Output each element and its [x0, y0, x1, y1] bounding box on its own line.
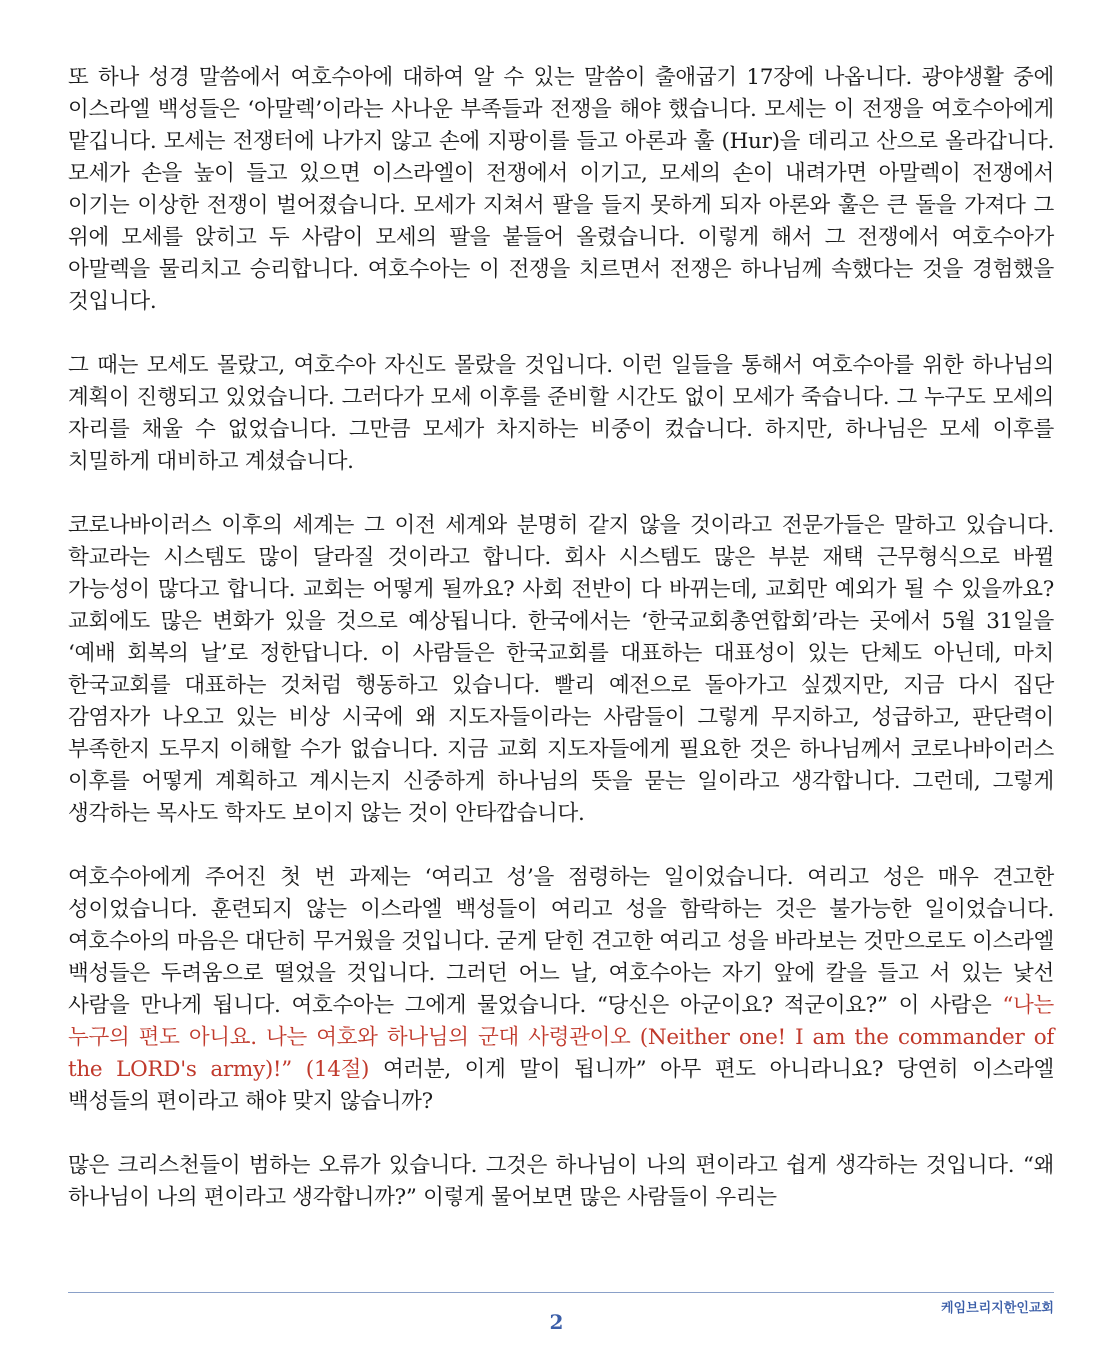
- paragraph-1: 또 하나 성경 말씀에서 여호수아에 대하여 알 수 있는 말씀이 출애굽기 17장에 나옵니다. 광야생활 중에 이스라엘 백성들은 ‘아말렉’이라는 사나운 부족들과 전쟁을 해야 했습니다. 모세는 이 전쟁을 여호수아에게 맡깁니다. 모세는 전쟁터에 나가지 않고 손에 지팡이를 들고 아론과 훌 (Hur)을 데리고 산으로 올라갑니다. 모세가 손을 높이 들고 있으면 이스라엘이 전쟁에서 이기고, 모세의 손이 내려가면 아말렉이 전쟁에서 이기는 이상한 전쟁이 벌어졌습니다. 모세가 지쳐서 팔을 들지 못하게 되자 아론와 훌은 큰 돌을 가져다 그 위에 모세를 앉히고 두 사람이 모세의 팔을 붙들어 올렸습니다. 이렇게 해서 그 전쟁에서 여호수아가 아말렉을 물리치고 승리합니다. 여호수아는 이 전쟁을 치르면서 전쟁은 하나님께 속했다는 것을 경험했을 것입니다.: [68, 65, 1054, 314]
- document-body: [68, 62, 1054, 1246]
- paragraph-3: 코로나바이러스 이후의 세계는 그 이전 세계와 분명히 같지 않을 것이라고 전문가들은 말하고 있습니다. 학교라는 시스템도 많이 달라질 것이라고 합니다. 회사 시스템도 많은 부분 재택 근무형식으로 바뀔 가능성이 많다고 합니다. 교회는 어떻게 될까요? 사회 전반이 다 바뀌는데, 교회만 예외가 될 수 있을까요? 교회에도 많은 변화가 있을 것으로 예상됩니다. 한국에서는 ‘한국교회총연합회’라는 곳에서 5월 31일을 ‘예배 회복의 날’로 정한답니다. 이 사람들은 한국교회를 대표하는 대표성이 있는 단체도 아닌데, 마치 한국교회를 대표하는 것처럼 행동하고 있습니다. 빨리 예전으로 돌아가고 싶겠지만, 지금 다시 집단 감염자가 나오고 있는 비상 시국에 왜 지도자들이라는 사람들이 그렇게 무지하고, 성급하고, 판단력이 부족한지 도무지 이해할 수가 없습니다. 지금 교회 지도자들에게 필요한 것은 하나님께서 코로나바이러스 이후를 어떻게 계획하고 계시는지 신중하게 하나님의 뜻을 묻는 일이라고 생각합니다. 그런데, 그렇게 생각하는 목사도 학자도 보이지 않는 것이 안타깝습니다.: [68, 513, 1054, 826]
- page-number: 2: [549, 1310, 564, 1334]
- paragraph-5: 많은 크리스천들이 범하는 오류가 있습니다. 그것은 하나님이 나의 편이라고 쉽게 생각하는 것입니다. “왜 하나님이 나의 편이라고 생각합니까?” 이렇게 물어보면 많은 사람들이 우리는: [68, 1153, 1054, 1210]
- paragraph-2: 그 때는 모세도 몰랐고, 여호수아 자신도 몰랐을 것입니다. 이런 일들을 통해서 여호수아를 위한 하나님의 계획이 진행되고 있었습니다. 그러다가 모세 이후를 준비할 시간도 없이 모세가 죽습니다. 그 누구도 모세의 자리를 채울 수 없었습니다. 그만큼 모세가 차지하는 비중이 컸습니다. 하지만, 하나님은 모세 이후를 치밀하게 대비하고 계셨습니다.: [68, 353, 1054, 474]
- footer-divider: [68, 1292, 1054, 1293]
- commander-quote: “나는 누구의 편도 아니요. 나는 여호와 하나님의 군대 사령관이오 (Neither one! I am the commander of the LORD's army)!” (14절): [68, 993, 1054, 1082]
- paragraph-4-text-after: 여러분, 이게 말이 됩니까” 아무 편도 아니라니요? 당연히 이스라엘 백성들의 편이라고 해야 맞지 않습니까?: [68, 1057, 1054, 1114]
- paragraph-4-text-before: 여호수아에게 주어진 첫 번 과제는 ‘여리고 성’을 점령하는 일이었습니다. 여리고 성은 매우 견고한 성이었습니다. 훈련되지 않는 이스라엘 백성들이 여리고 성을 함락하는 것은 불가능한 일이었습니다. 여호수아의 마음은 대단히 무거웠을 것입니다. 굳게 닫힌 견고한 여리고 성을 바라보는 것만으로도 이스라엘 백성들은 두려움으로 떨었을 것입니다. 그러던 어느 날, 여호수아는 자기 앞에 칼을 들고 서 있는 낯선 사람을 만나게 됩니다. 여호수아는 그에게 물었습니다. “당신은 아군이요? 적군이요?” 이 사람은: [68, 865, 1054, 1018]
- paragraph-4: [68, 862, 1054, 1118]
- footer-church-name: 케임브리지한인교회: [940, 1301, 1054, 1316]
